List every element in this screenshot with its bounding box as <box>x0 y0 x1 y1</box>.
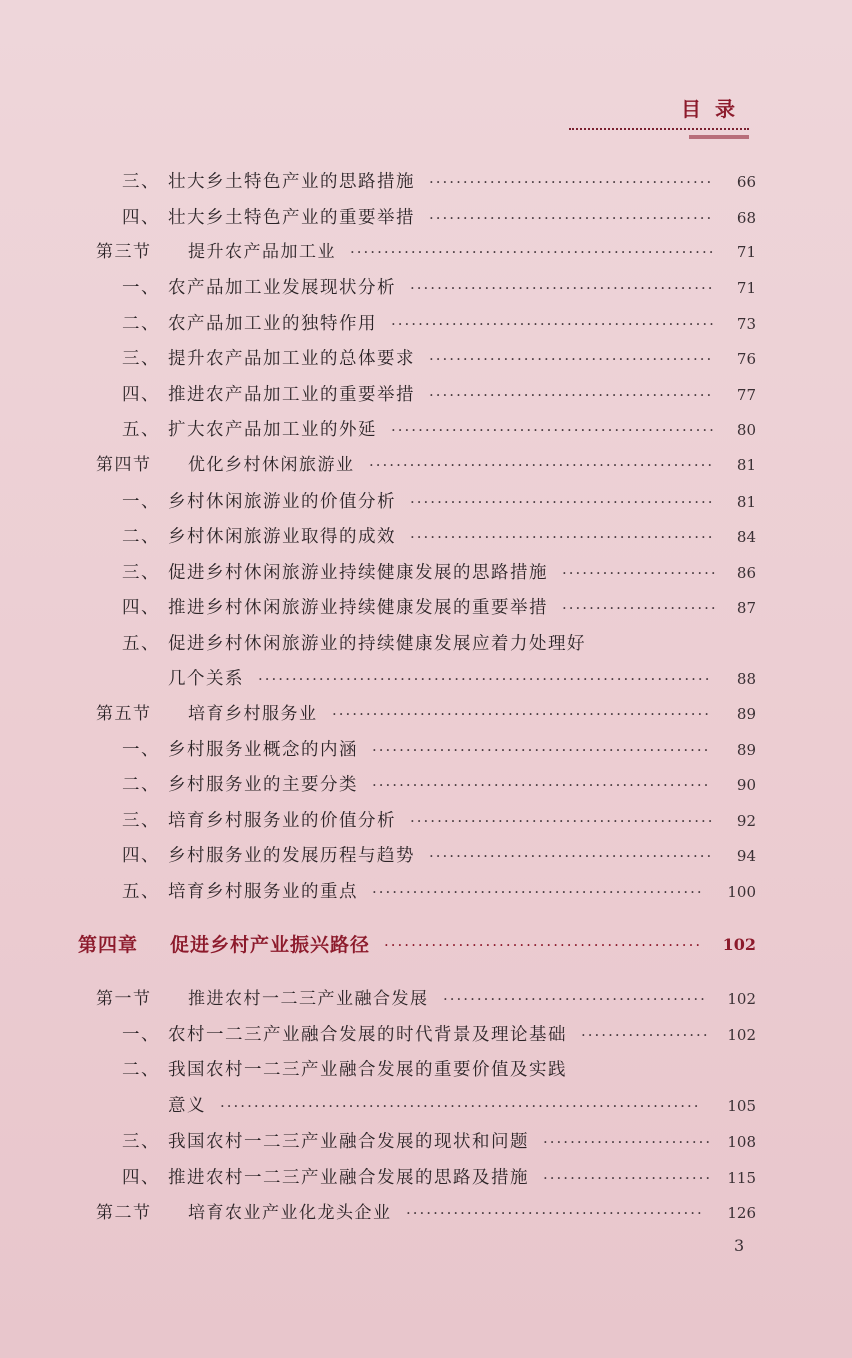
contents-heading: 目录 <box>681 97 749 121</box>
entry-page-number: 88 <box>736 670 756 688</box>
entry-number: 二、 <box>122 1060 160 1080</box>
entry-page-number: 77 <box>736 386 756 404</box>
entry-title: 农产品加工业的独特作用 <box>168 314 377 334</box>
entry-number: 五、 <box>122 882 160 902</box>
entry-number: 三、 <box>122 172 160 192</box>
toc-entry <box>0 1054 852 1086</box>
entry-page-number: 71 <box>736 243 756 261</box>
dot-leader: ······················· <box>562 564 718 582</box>
dot-leader: ············································· <box>410 279 715 297</box>
dot-leader: ··················· <box>581 1026 710 1044</box>
entry-page-number: 105 <box>727 1097 756 1115</box>
toc-entry <box>0 343 852 375</box>
toc-entry <box>0 166 852 198</box>
entry-title: 乡村服务业的主要分类 <box>168 775 358 795</box>
section-entry <box>0 236 852 268</box>
dot-leader: ························· <box>543 1133 713 1151</box>
entry-page-number: 102 <box>727 990 756 1008</box>
entry-title: 促进乡村产业振兴路径 <box>170 934 371 956</box>
toc-entry <box>0 1162 852 1194</box>
dot-leader: ··································································· <box>258 670 712 688</box>
entry-page-number: 68 <box>736 209 756 227</box>
entry-title: 培育乡村服务业 <box>188 704 318 724</box>
entry-number: 二、 <box>122 775 160 795</box>
entry-title: 推进农村一二三产业融合发展的思路及措施 <box>168 1168 529 1188</box>
dot-leader: ·········································· <box>429 350 714 368</box>
toc-entry <box>0 1019 852 1051</box>
entry-title: 乡村服务业概念的内涵 <box>168 740 358 760</box>
entry-page-number: 76 <box>736 350 756 368</box>
entry-page-number: 90 <box>736 776 756 794</box>
section-entry <box>0 449 852 481</box>
entry-number: 二、 <box>122 527 160 547</box>
toc-entry <box>0 840 852 872</box>
entry-number: 一、 <box>122 278 160 298</box>
toc-entry <box>0 379 852 411</box>
dot-leader: ············································ <box>406 1204 704 1222</box>
entry-number: 四、 <box>122 208 160 228</box>
entry-number: 三、 <box>122 563 160 583</box>
dot-leader: ············································· <box>410 493 715 511</box>
chapter-entry <box>0 929 852 961</box>
entry-title: 乡村休闲旅游业的价值分析 <box>168 492 396 512</box>
page-number: 3 <box>734 1236 745 1255</box>
entry-number: 四、 <box>122 598 160 618</box>
toc-entry <box>0 805 852 837</box>
entry-page-number: 73 <box>736 315 756 333</box>
section-entry <box>0 698 852 730</box>
entry-page-number: 115 <box>727 1169 756 1187</box>
entry-number: 一、 <box>122 740 160 760</box>
entry-page-number: 87 <box>736 599 756 617</box>
entry-number: 四、 <box>122 1168 160 1188</box>
toc-entry <box>0 663 852 695</box>
entry-page-number: 108 <box>727 1133 756 1151</box>
dot-leader: ························· <box>543 1169 713 1187</box>
entry-title: 促进乡村休闲旅游业持续健康发展的思路措施 <box>168 563 548 583</box>
dot-leader: ················································ <box>391 315 716 333</box>
entry-number: 四、 <box>122 385 160 405</box>
toc-entry <box>0 557 852 589</box>
dot-leader: ······················································ <box>350 243 716 261</box>
entry-title: 乡村服务业的发展历程与趋势 <box>168 846 415 866</box>
entry-page-number: 81 <box>736 493 756 511</box>
dot-leader: ················································ <box>391 421 716 439</box>
entry-title: 几个关系 <box>168 669 244 689</box>
entry-number: 五、 <box>122 420 160 440</box>
entry-page-number: 89 <box>736 705 756 723</box>
entry-page-number: 80 <box>736 421 756 439</box>
entry-title: 提升农产品加工业 <box>188 242 336 262</box>
entry-title: 培育农业产业化龙头企业 <box>188 1203 392 1223</box>
toc-entry <box>0 414 852 446</box>
entry-number: 第三节 <box>96 242 152 262</box>
entry-page-number: 102 <box>727 1026 756 1044</box>
dot-leader: ··················································· <box>369 456 715 474</box>
dot-leader: ··············································· <box>384 936 703 954</box>
entry-title: 农产品加工业发展现状分析 <box>168 278 396 298</box>
entry-number: 三、 <box>122 811 160 831</box>
entry-number: 一、 <box>122 1025 160 1045</box>
dot-leader: ················································· <box>372 883 704 901</box>
dot-leader: ·········································· <box>429 173 714 191</box>
entry-number: 第五节 <box>96 704 152 724</box>
entry-page-number: 71 <box>736 279 756 297</box>
entry-number: 三、 <box>122 349 160 369</box>
entry-page-number: 84 <box>736 528 756 546</box>
entry-title: 乡村休闲旅游业取得的成效 <box>168 527 396 547</box>
entry-title: 农村一二三产业融合发展的时代背景及理论基础 <box>168 1025 567 1045</box>
toc-entry <box>0 202 852 234</box>
entry-title: 促进乡村休闲旅游业的持续健康发展应着力处理好 <box>168 634 586 654</box>
entry-page-number: 81 <box>736 456 756 474</box>
toc-entry <box>0 1126 852 1158</box>
dot-leader: ·········································· <box>429 847 714 865</box>
entry-number: 第四节 <box>96 455 152 475</box>
entry-title: 扩大农产品加工业的外延 <box>168 420 377 440</box>
entry-page-number: 126 <box>727 1204 756 1222</box>
dot-leader: ·················································· <box>372 776 711 794</box>
toc-entry <box>0 486 852 518</box>
toc-entry <box>0 272 852 304</box>
entry-page-number: 89 <box>736 741 756 759</box>
entry-number: 第四章 <box>78 934 139 956</box>
toc-entry <box>0 521 852 553</box>
entry-page-number: 102 <box>722 935 756 954</box>
entry-title: 推进农村一二三产业融合发展 <box>188 989 429 1009</box>
dot-leader: ······················· <box>562 599 718 617</box>
entry-page-number: 94 <box>736 847 756 865</box>
entry-number: 一、 <box>122 492 160 512</box>
toc-entry <box>0 769 852 801</box>
entry-title: 优化乡村休闲旅游业 <box>188 455 355 475</box>
entry-title: 推进农产品加工业的重要举措 <box>168 385 415 405</box>
entry-number: 四、 <box>122 846 160 866</box>
entry-number: 第二节 <box>96 1203 152 1223</box>
entry-number: 五、 <box>122 634 160 654</box>
entry-title: 推进乡村休闲旅游业持续健康发展的重要举措 <box>168 598 548 618</box>
entry-title: 培育乡村服务业的重点 <box>168 882 358 902</box>
entry-title: 壮大乡土特色产业的思路措施 <box>168 172 415 192</box>
dot-leader: ·········································· <box>429 386 714 404</box>
toc-entry <box>0 308 852 340</box>
toc-entry <box>0 1090 852 1122</box>
entry-title: 培育乡村服务业的价值分析 <box>168 811 396 831</box>
entry-page-number: 66 <box>736 173 756 191</box>
dot-leader: ············································· <box>410 528 715 546</box>
dot-leader: ························································ <box>332 705 712 723</box>
section-entry <box>0 1197 852 1229</box>
toc-entry <box>0 592 852 624</box>
toc-entry <box>0 628 852 660</box>
dot-leader: ······································································· <box>220 1097 701 1115</box>
entry-page-number: 92 <box>736 812 756 830</box>
entry-page-number: 86 <box>736 564 756 582</box>
dot-leader: ·········································· <box>429 209 714 227</box>
dot-leader: ······································· <box>443 990 707 1008</box>
entry-number: 三、 <box>122 1132 160 1152</box>
dot-leader: ············································· <box>410 812 715 830</box>
toc-entry <box>0 734 852 766</box>
section-entry <box>0 983 852 1015</box>
entry-title: 提升农产品加工业的总体要求 <box>168 349 415 369</box>
entry-page-number: 100 <box>727 883 756 901</box>
entry-title: 意义 <box>168 1096 206 1116</box>
entry-number: 第一节 <box>96 989 152 1009</box>
entry-number: 二、 <box>122 314 160 334</box>
entry-title: 我国农村一二三产业融合发展的重要价值及实践 <box>168 1060 567 1080</box>
entry-title: 我国农村一二三产业融合发展的现状和问题 <box>168 1132 529 1152</box>
entry-title: 壮大乡土特色产业的重要举措 <box>168 208 415 228</box>
dot-leader: ·················································· <box>372 741 711 759</box>
toc-entry <box>0 876 852 908</box>
